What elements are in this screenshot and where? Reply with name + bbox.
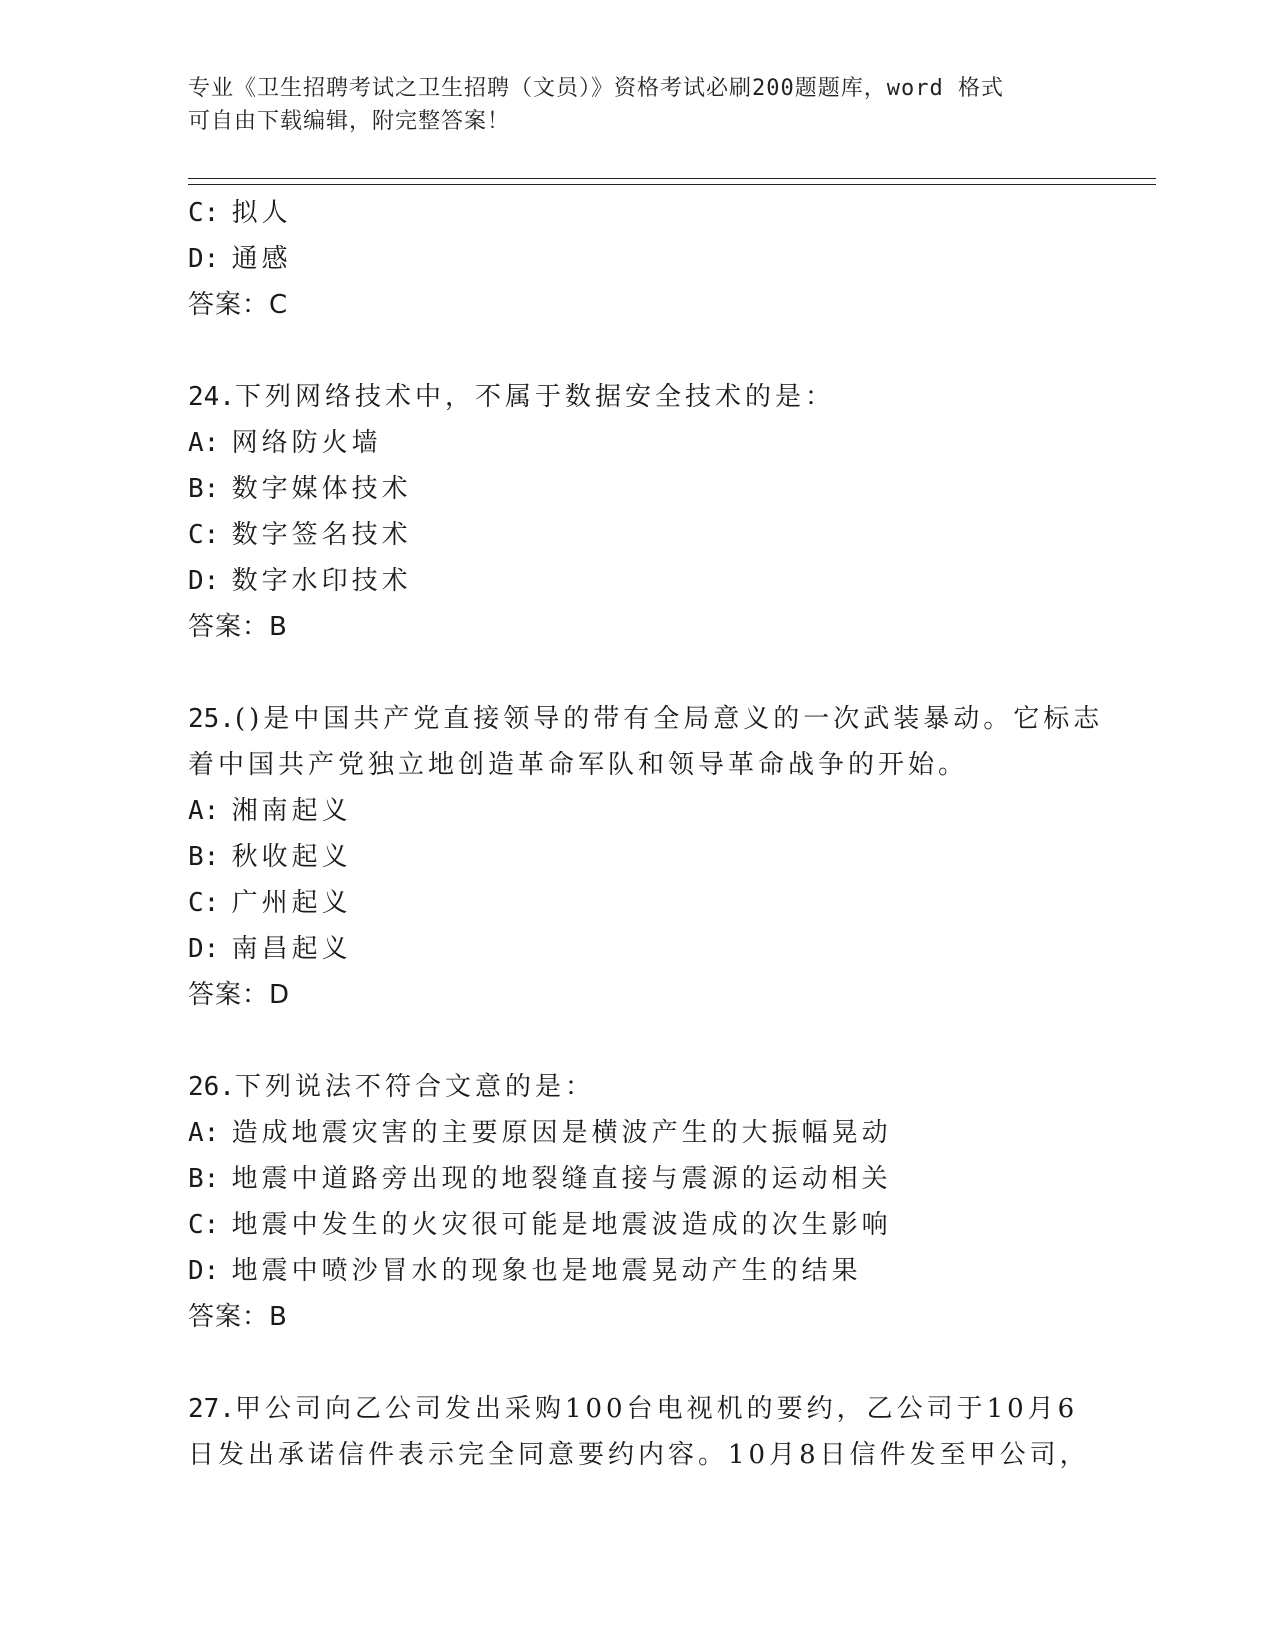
question-stem-continued: 着中国共产党独立地创造革命军队和领导革命战争的开始。: [188, 750, 969, 780]
option-item: [188, 880, 1088, 926]
option-item: [188, 420, 1088, 466]
document-header: [188, 72, 1068, 138]
question-text: 下列说法不符合文意的是：: [234, 1072, 595, 1102]
option-text: 数字签名技术: [231, 520, 412, 550]
question-stem: [188, 1386, 1088, 1432]
question-block: [188, 374, 1088, 650]
document-body: [188, 190, 1104, 1478]
option-item: [188, 1202, 1088, 1248]
option-item: [188, 190, 1088, 236]
option-text: 广州起义: [231, 888, 352, 918]
answer-line: 答案：D: [188, 980, 291, 1010]
answer-line: 答案：B: [188, 612, 288, 642]
option-text: 地震中喷沙冒水的现象也是地震晃动产生的结果: [231, 1256, 862, 1286]
question-text: 甲公司向乙公司发出采购100台电视机的要约，乙公司于10月6: [234, 1394, 1079, 1424]
header-divider-bottom: [188, 184, 1156, 185]
option-text: 通感: [231, 244, 292, 274]
option-item: [188, 236, 1088, 282]
option-item: [188, 926, 1088, 972]
option-letter: D:: [188, 1256, 220, 1286]
answer-line: 答案：B: [188, 1302, 288, 1332]
option-text: 数字媒体技术: [231, 474, 412, 504]
option-letter: C:: [188, 198, 220, 228]
question-stem: [188, 696, 1104, 742]
option-text: 拟人: [231, 198, 292, 228]
question-number: 27.: [188, 1394, 235, 1424]
question-number: 24.: [188, 382, 235, 412]
option-letter: A:: [188, 1118, 220, 1148]
option-item: [188, 834, 1088, 880]
option-letter: C:: [188, 520, 220, 550]
option-letter: A:: [188, 428, 220, 458]
question-text: 下列网络技术中，不属于数据安全技术的是：: [234, 382, 835, 412]
question-text: ()是中国共产党直接领导的带有全局意义的一次武装暴动。它标志: [234, 704, 1104, 734]
option-letter: D:: [188, 934, 220, 964]
option-text: 数字水印技术: [231, 566, 412, 596]
answer-line: 答案：C: [188, 290, 289, 320]
option-item: [188, 512, 1088, 558]
option-item: [188, 466, 1088, 512]
option-letter: A:: [188, 796, 220, 826]
option-item: [188, 788, 1088, 834]
option-letter: B:: [188, 1164, 220, 1194]
option-letter: B:: [188, 842, 220, 872]
question-number: 26.: [188, 1072, 235, 1102]
header-line-1: 专业《卫生招聘考试之卫生招聘（文员）》资格考试必刷200题题库，word 格式: [188, 76, 1004, 101]
option-text: 秋收起义: [231, 842, 352, 872]
option-letter: D:: [188, 244, 220, 274]
option-item: [188, 1248, 1088, 1294]
question-stem: [188, 374, 1088, 420]
question-stem-continued: 日发出承诺信件表示完全同意要约内容。10月8日信件发至甲公司，: [188, 1440, 1090, 1470]
option-letter: B:: [188, 474, 220, 504]
option-letter: D:: [188, 566, 220, 596]
option-item: [188, 1156, 1088, 1202]
header-divider-top: [188, 178, 1156, 179]
option-text: 造成地震灾害的主要原因是横波产生的大振幅晃动: [231, 1118, 892, 1148]
question-block: [188, 696, 1104, 1018]
option-item: [188, 558, 1088, 604]
question-block: [188, 1064, 1088, 1340]
option-letter: C:: [188, 1210, 220, 1240]
option-text: 南昌起义: [231, 934, 352, 964]
option-item: [188, 1110, 1088, 1156]
question-number: 25.: [188, 704, 235, 734]
question-stem: [188, 1064, 1088, 1110]
option-text: 湘南起义: [231, 796, 352, 826]
option-letter: C:: [188, 888, 220, 918]
option-text: 地震中道路旁出现的地裂缝直接与震源的运动相关: [231, 1164, 892, 1194]
carryover-block: [188, 190, 1088, 328]
option-text: 网络防火墙: [231, 428, 382, 458]
question-block: [188, 1386, 1088, 1478]
header-line-2: 可自由下载编辑，附完整答案！: [188, 109, 511, 134]
option-text: 地震中发生的火灾很可能是地震波造成的次生影响: [231, 1210, 892, 1240]
